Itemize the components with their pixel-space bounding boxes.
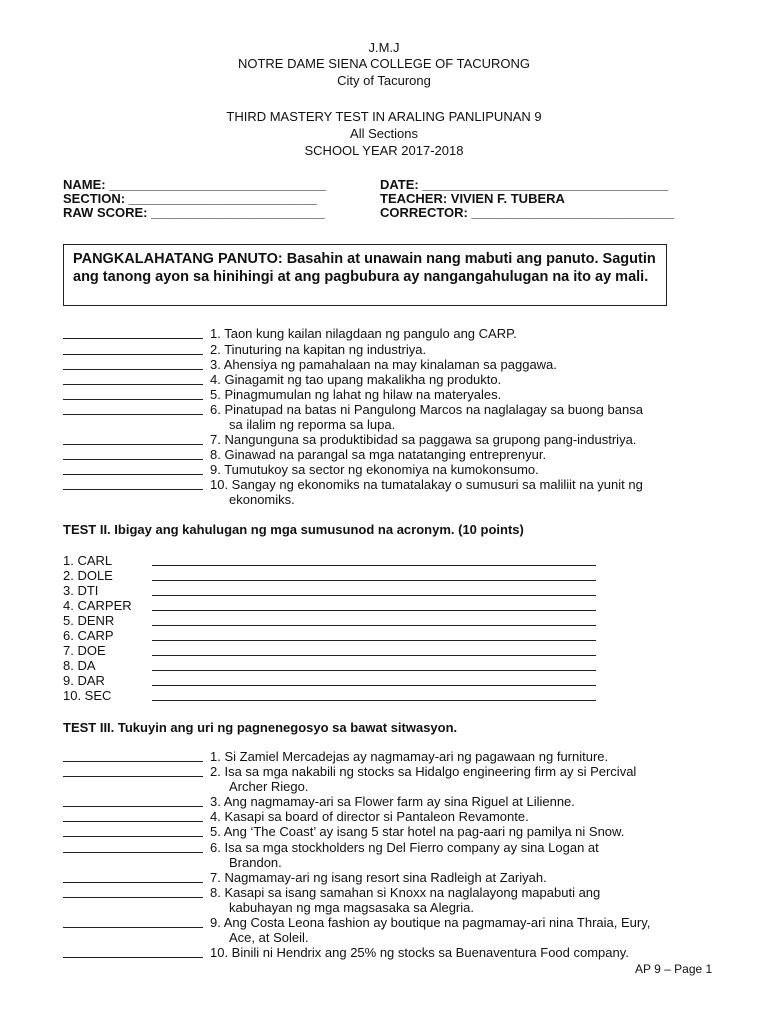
acronym-label: 4. CARPER [63, 598, 132, 613]
question-text: 1. Taon kung kailan nilagdaan ng pangulo ang CARP. [210, 326, 517, 341]
acronym-label: 10. SEC [63, 688, 112, 703]
instructions-box [63, 244, 667, 306]
date-field[interactable]: DATE: __________________________________ [380, 177, 669, 192]
answer-blank[interactable] [63, 474, 203, 475]
answer-blank[interactable] [63, 897, 203, 898]
acronym-answer-line[interactable] [152, 655, 596, 656]
answer-blank[interactable] [63, 444, 203, 445]
school-year: SCHOOL YEAR 2017-2018 [304, 143, 464, 158]
acronym-label: 1. CARL [63, 553, 113, 568]
question-continuation: sa ilalim ng reporma sa lupa. [229, 417, 396, 432]
question-text: 9. Tumutukoy sa sector ng ekonomiya na kumokonsumo. [210, 462, 539, 477]
question-text: 3. Ang nagmamay-ari sa Flower farm ay sina Riguel at Lilienne. [210, 794, 575, 809]
question-text: 5. Ang ‘The Coast’ ay isang 5 star hotel na pag-aari ng pamilya ni Snow. [210, 824, 625, 839]
answer-blank[interactable] [63, 414, 203, 415]
question-text: 3. Ahensiya ng pamahalaan na may kinalaman sa paggawa. [210, 357, 557, 372]
acronym-answer-line[interactable] [152, 700, 596, 701]
question-text: 2. Isa sa mga nakabili ng stocks sa Hidalgo engineering firm ay si Percival [210, 764, 637, 779]
question-text: 5. Pinagmumulan ng lahat ng hilaw na materyales. [210, 387, 502, 402]
acronym-answer-line[interactable] [152, 670, 596, 671]
question-text: 7. Nagmamay-ari ng isang resort sina Radleigh at Zariyah. [210, 870, 547, 885]
answer-blank[interactable] [63, 852, 203, 853]
question-text: 4. Ginagamit ng tao upang makalikha ng produkto. [210, 372, 502, 387]
teacher-field: TEACHER: VIVIEN F. TUBERA [380, 191, 565, 206]
acronym-label: 7. DOE [63, 643, 106, 658]
raw-score-field[interactable]: RAW SCORE: ________________________ [63, 205, 325, 220]
acronym-answer-line[interactable] [152, 625, 596, 626]
answer-blank[interactable] [63, 927, 203, 928]
school-name: NOTRE DAME SIENA COLLEGE OF TACURONG [237, 56, 531, 71]
acronym-answer-line[interactable] [152, 565, 596, 566]
question-text: 10. Sangay ng ekonomiks na tumatalakay o sumusuri sa maliliit na yunit ng [210, 477, 643, 492]
question-continuation: kabuhayan ng mga magsasaka sa Alegria. [229, 900, 474, 915]
question-text: 4. Kasapi sa board of director si Pantaleon Revamonte. [210, 809, 529, 824]
answer-blank[interactable] [63, 806, 203, 807]
answer-blank[interactable] [63, 459, 203, 460]
header-jmj: J.M.J [368, 40, 400, 55]
question-text: 7. Nangunguna sa produktibidad sa paggawa sa grupong pang-industriya. [210, 432, 637, 447]
instructions-text: Basahin at unawain nang mabuti ang panuto. Sagutin ang tanong ayon sa hinihingi at ang pagbubura ay nangangahulugan na ito ay mali. [73, 251, 656, 285]
question-continuation: Ace, at Soleil. [229, 930, 309, 945]
test-sections: All Sections [350, 126, 418, 141]
acronym-answer-line[interactable] [152, 595, 596, 596]
section-field[interactable]: SECTION: __________________________ [63, 191, 317, 206]
answer-blank[interactable] [63, 338, 203, 339]
answer-blank[interactable] [63, 836, 203, 837]
question-continuation: ekonomiks. [229, 492, 295, 507]
answer-blank[interactable] [63, 776, 203, 777]
answer-blank[interactable] [63, 399, 203, 400]
question-text: 1. Si Zamiel Mercadejas ay nagmamay-ari ng pagawaan ng furniture. [210, 749, 609, 764]
question-text: 8. Ginawad na parangal sa mga natatanging entreprenyur. [210, 447, 547, 462]
acronym-label: 9. DAR [63, 673, 105, 688]
answer-blank[interactable] [63, 882, 203, 883]
acronym-label: 8. DA [63, 658, 96, 673]
answer-blank[interactable] [63, 761, 203, 762]
page-footer: AP 9 – Page 1 [635, 962, 713, 976]
question-text: 8. Kasapi sa isang samahan si Knoxx na naglalayong mapabuti ang [210, 885, 601, 900]
question-continuation: Brandon. [229, 855, 282, 870]
question-continuation: Archer Riego. [229, 779, 309, 794]
question-text: 9. Ang Costa Leona fashion ay boutique na pagmamay-ari nina Thraia, Eury, [210, 915, 651, 930]
answer-blank[interactable] [63, 384, 203, 385]
acronym-label: 2. DOLE [63, 568, 113, 583]
answer-blank[interactable] [63, 821, 203, 822]
answer-blank[interactable] [63, 489, 203, 490]
acronym-label: 6. CARP [63, 628, 114, 643]
test2-heading: TEST II. Ibigay ang kahulugan ng mga sumusunod na acronym. (10 points) [63, 522, 524, 537]
answer-blank[interactable] [63, 369, 203, 370]
acronym-label: 5. DENR [63, 613, 115, 628]
question-text: 6. Isa sa mga stockholders ng Del Fierro company ay sina Logan at [210, 840, 599, 855]
answer-blank[interactable] [63, 354, 203, 355]
question-text: 2. Tinuturing na kapitan ng industriya. [210, 342, 427, 357]
test-title: THIRD MASTERY TEST IN ARALING PANLIPUNAN 9 [226, 109, 542, 124]
acronym-label: 3. DTI [63, 583, 99, 598]
corrector-field[interactable]: CORRECTOR: ____________________________ [380, 205, 674, 220]
test3-heading: TEST III. Tukuyin ang uri ng pagnenegosyo sa bawat sitwasyon. [63, 720, 458, 735]
acronym-answer-line[interactable] [152, 610, 596, 611]
question-text: 6. Pinatupad na batas ni Pangulong Marcos na naglalagay sa buong bansa [210, 402, 643, 417]
answer-blank[interactable] [63, 957, 203, 958]
question-text: 10. Binili ni Hendrix ang 25% ng stocks sa Buenaventura Food company. [210, 945, 629, 960]
name-field[interactable]: NAME: ______________________________ [63, 177, 327, 192]
instructions-label: PANGKALAHATANG PANUTO: [73, 251, 283, 267]
acronym-answer-line[interactable] [152, 640, 596, 641]
school-city: City of Tacurong [337, 73, 431, 88]
acronym-answer-line[interactable] [152, 685, 596, 686]
acronym-answer-line[interactable] [152, 580, 596, 581]
